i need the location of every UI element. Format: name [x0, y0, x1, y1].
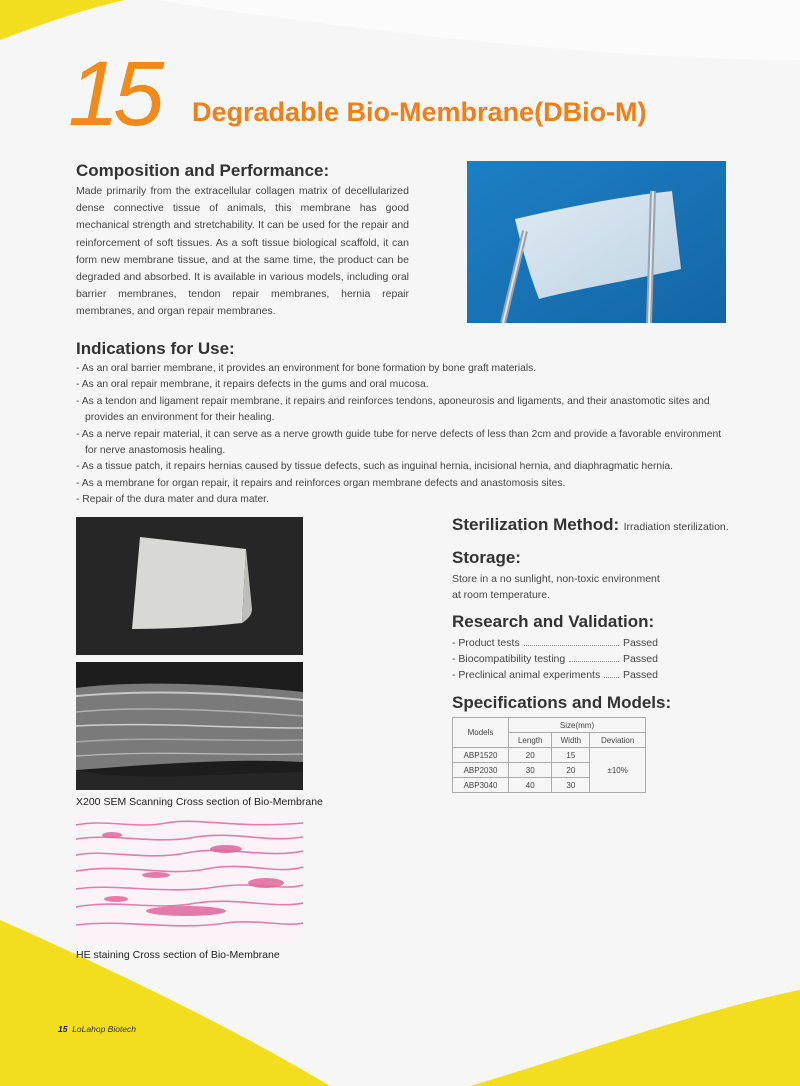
- research-label: - Biocompatibility testing: [452, 653, 566, 665]
- sterilization-value: Irradiation sterilization.: [623, 521, 729, 533]
- research-row: [452, 667, 658, 683]
- indication-item: - As a tendon and ligament repair membrane, it repairs and reinforces tendons, aponeurosis and ligaments, and their anastomotic sites and provides an environment for their healing.: [76, 394, 726, 427]
- storage-text: [452, 571, 660, 603]
- footer-page-number: 15: [58, 1024, 68, 1034]
- membrane-sample-photo: [76, 517, 303, 655]
- cell-length: 40: [509, 778, 552, 793]
- research-heading: Research and Validation:: [452, 612, 655, 631]
- col-width: Width: [552, 733, 590, 748]
- cell-width: 20: [552, 763, 590, 778]
- col-length: Length: [509, 733, 552, 748]
- cell-deviation: ±10%: [590, 748, 646, 793]
- indications-list: [76, 361, 726, 509]
- research-result: Passed: [622, 669, 658, 681]
- cell-width: 30: [552, 778, 590, 793]
- membrane-photo: [467, 161, 726, 323]
- col-deviation: Deviation: [590, 733, 646, 748]
- page-footer: [58, 1024, 136, 1034]
- indication-item: - As a tissue patch, it repairs hernias caused by tissue defects, such as inguinal hernia, incisional hernia, and diaphragmatic hernia.: [76, 459, 726, 475]
- cell-length: 20: [509, 748, 552, 763]
- sem-caption: [76, 796, 323, 808]
- cell-length: 30: [509, 763, 552, 778]
- leader-dots: [569, 661, 619, 662]
- leader-dots: [604, 677, 619, 678]
- cell-model: ABP1520: [453, 748, 509, 763]
- research-label: - Product tests: [452, 637, 520, 649]
- composition-text: Made primarily from the extracellular collagen matrix of decellularized dense connective tissue of animals, this membrane has good mechanical strength and stretchability. It can be used for the repair and reinforcement of soft tissues. As a soft tissue biological scaffold, it can form new membrane tissue, and at the same time, the product can be degraded and absorbed. It is available in various models, including oral barrier membranes, tendon repair membranes, hernia repair membranes, and organ repair membranes.: [76, 185, 409, 318]
- col-models: Models: [453, 718, 509, 748]
- specs-table: [452, 717, 646, 793]
- storage-heading: Storage:: [452, 548, 521, 567]
- research-label: - Preclinical animal experiments: [452, 669, 601, 681]
- col-size: Size(mm): [509, 718, 646, 733]
- research-row: [452, 635, 658, 651]
- sem-caption-prefix: X200 SEM Scanning: [76, 796, 173, 808]
- sem-caption-rest: Cross section of Bio-Membrane: [172, 796, 323, 808]
- indication-item: - As an oral barrier membrane, it provides an environment for bone formation by bone graft materials.: [76, 361, 726, 377]
- section-number: 15: [68, 43, 159, 145]
- he-caption-prefix: HE staining: [76, 949, 130, 961]
- indication-item: - As an oral repair membrane, it repairs defects in the gums and oral mucosa.: [76, 377, 726, 393]
- research-result: Passed: [622, 653, 658, 665]
- he-caption: [76, 949, 280, 961]
- page-title: Degradable Bio-Membrane(DBio-M): [192, 97, 647, 127]
- he-stain-image: [76, 815, 303, 943]
- table-row: [453, 748, 646, 763]
- he-caption-rest: Cross section of Bio-Membrane: [129, 949, 280, 961]
- cell-model: ABP2030: [453, 763, 509, 778]
- indication-item: - As a membrane for organ repair, it repairs and reinforces organ membrane defects and anastomosis sites.: [76, 476, 726, 492]
- storage-line: Store in a no sunlight, non-toxic environment: [452, 573, 660, 585]
- indication-item: - As a nerve repair material, it can serve as a nerve growth guide tube for nerve defects of less than 2cm and provide a favorable environment for nerve anastomosis healing.: [76, 427, 726, 460]
- composition-heading: Composition and Performance:: [76, 161, 330, 180]
- cell-model: ABP3040: [453, 778, 509, 793]
- indication-item: - Repair of the dura mater and dura mater.: [76, 492, 726, 508]
- sterilization-block: [452, 515, 729, 535]
- research-row: [452, 651, 658, 667]
- cell-width: 15: [552, 748, 590, 763]
- research-list: [452, 635, 658, 683]
- sem-image: [76, 662, 303, 790]
- specs-heading: Specifications and Models:: [452, 693, 672, 712]
- indications-heading: Indications for Use:: [76, 339, 235, 358]
- research-result: Passed: [622, 637, 658, 649]
- sterilization-heading: Sterilization Method:: [452, 515, 620, 534]
- footer-brand: LoLahop Biotech: [72, 1024, 137, 1034]
- storage-line: at room temperature.: [452, 589, 551, 601]
- leader-dots: [524, 645, 619, 646]
